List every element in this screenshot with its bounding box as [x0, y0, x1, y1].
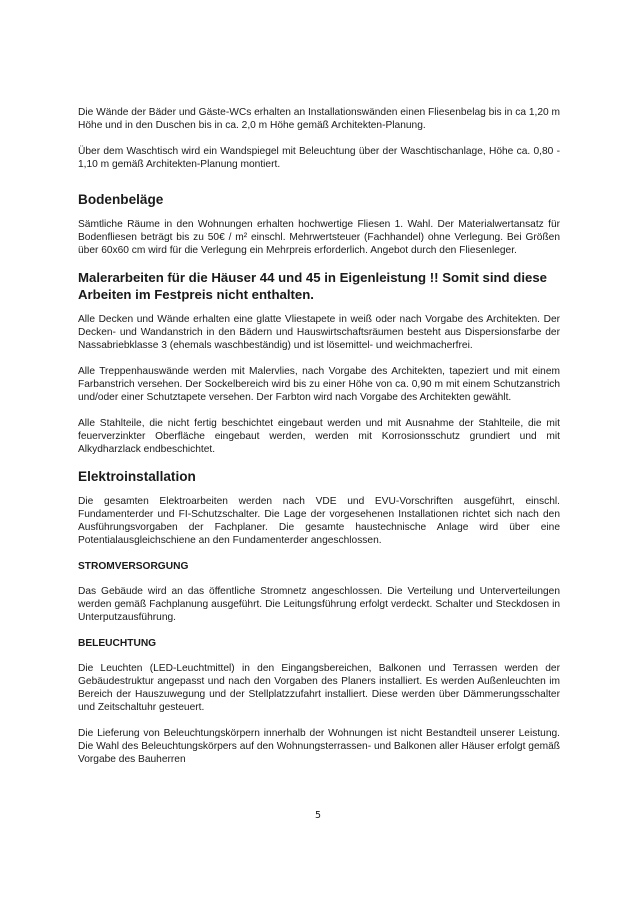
paragraph-wandspiegel: Über dem Waschtisch wird ein Wandspiegel mit Beleuchtung über der Waschtischanlage, Höhe ca. 0,80 - 1,10 m gemäß Architekten-Planung montiert. [78, 146, 560, 170]
page-number: 5 [314, 810, 322, 821]
heading-elektroinstallation: Elektroinstallation [78, 469, 196, 484]
paragraph-elektroarbeiten: Die gesamten Elektroarbeiten werden nach VDE und EVU-Vorschriften ausgeführt, einschl. Fundamenterder und FI-Schutzschalter. Die Lage der vorgesehenen Installationen richtet sich nach den Ausführungsvorgaben der Fachplaner. Die gesamte haustechnische Anlage wird über eine Potentialausgleichschiene an den Fundamenterder angeschlossen. [78, 496, 560, 546]
paragraph-bodenfliesen: Sämtliche Räume in den Wohnungen erhalten hochwertige Fliesen 1. Wahl. Der Materialwertansatz für Bodenfliesen beträgt bis zu 50€ / m² einschl. Mehrwertsteuer (Fachhandel) ohne Verlegung. Bei Größen über 60x60 cm wird für die Verlegung ein Mehrpreis erforderlich. Angebot durch den Fliesenleger. [78, 219, 560, 256]
heading-bodenbelaege: Bodenbeläge [78, 192, 164, 207]
heading-beleuchtung: BELEUCHTUNG [78, 638, 157, 649]
heading-malerarbeiten: Malerarbeiten für die Häuser 44 und 45 in Eigenleistung !! Somit sind diese Arbeiten im Festpreis nicht enthalten. [78, 270, 547, 302]
paragraph-fliesenbelag: Die Wände der Bäder und Gäste-WCs erhalten an Installationswänden einen Fliesenbelag bis in ca 1,20 m Höhe und in den Duschen bis in ca. 2,0 m Höhe gemäß Architekten-Planung. [78, 107, 560, 131]
paragraph-stahlteile: Alle Stahlteile, die nicht fertig beschichtet eingebaut werden und mit Ausnahme der Stahlteile, die mit feuerverzinkter Oberfläche eingebaut werden, werden mit Korrosionsschutz grundiert und mit Alkydharzlack endbeschichtet. [78, 418, 560, 455]
heading-stromversorgung: STROMVERSORGUNG [78, 561, 189, 572]
paragraph-leuchten: Die Leuchten (LED-Leuchtmittel) in den Eingangsbereichen, Balkonen und Terrassen werden der Gebäudestruktur angepasst und nach den Vorgaben des Planers installiert. Es werden Außenleuchten im Bereich der Hauszuwegung und der Stellplatzzufahrt installiert. Diese werden über Dämmerungsschalter und Zeitschaltuhr gesteuert. [78, 663, 560, 713]
paragraph-treppenhaus: Alle Treppenhauswände werden mit Malervlies, nach Vorgabe des Architekten, tapeziert und mit einem Farbanstrich versehen. Der Sockelbereich wird bis zu einer Höhe von ca. 0,90 m mit einem Schutzanstrich und/oder einer Schutztapete versehen. Der Farbton wird nach Vorgabe des Architekten gewählt. [78, 366, 560, 403]
document-page [78, 106, 560, 779]
paragraph-stromnetz: Das Gebäude wird an das öffentliche Stromnetz angeschlossen. Die Verteilung und Unterverteilungen werden gemäß Fachplanung ausgeführt. Die Leitungsführung erfolgt verdeckt. Schalter und Steckdosen in Unterputzausführung. [78, 586, 560, 623]
paragraph-vliestapete: Alle Decken und Wände erhalten eine glatte Vliestapete in weiß oder nach Vorgabe des Architekten. Der Decken- und Wandanstrich in den Bädern und Hauswirtschaftsräumen besteht aus Dispersionsfarbe der Nassabriebklasse 3 (ehemals waschbeständig) und ist lösemittel- und weichmacherfrei. [78, 314, 560, 351]
paragraph-beleuchtungskoerper: Die Lieferung von Beleuchtungskörpern innerhalb der Wohnungen ist nicht Bestandteil unserer Leistung. Die Wahl des Beleuchtungskörpers auf den Wohnungsterrassen- und Balkonen aller Häuser erfolgt gemäß Vorgabe des Bauherren [78, 728, 560, 765]
